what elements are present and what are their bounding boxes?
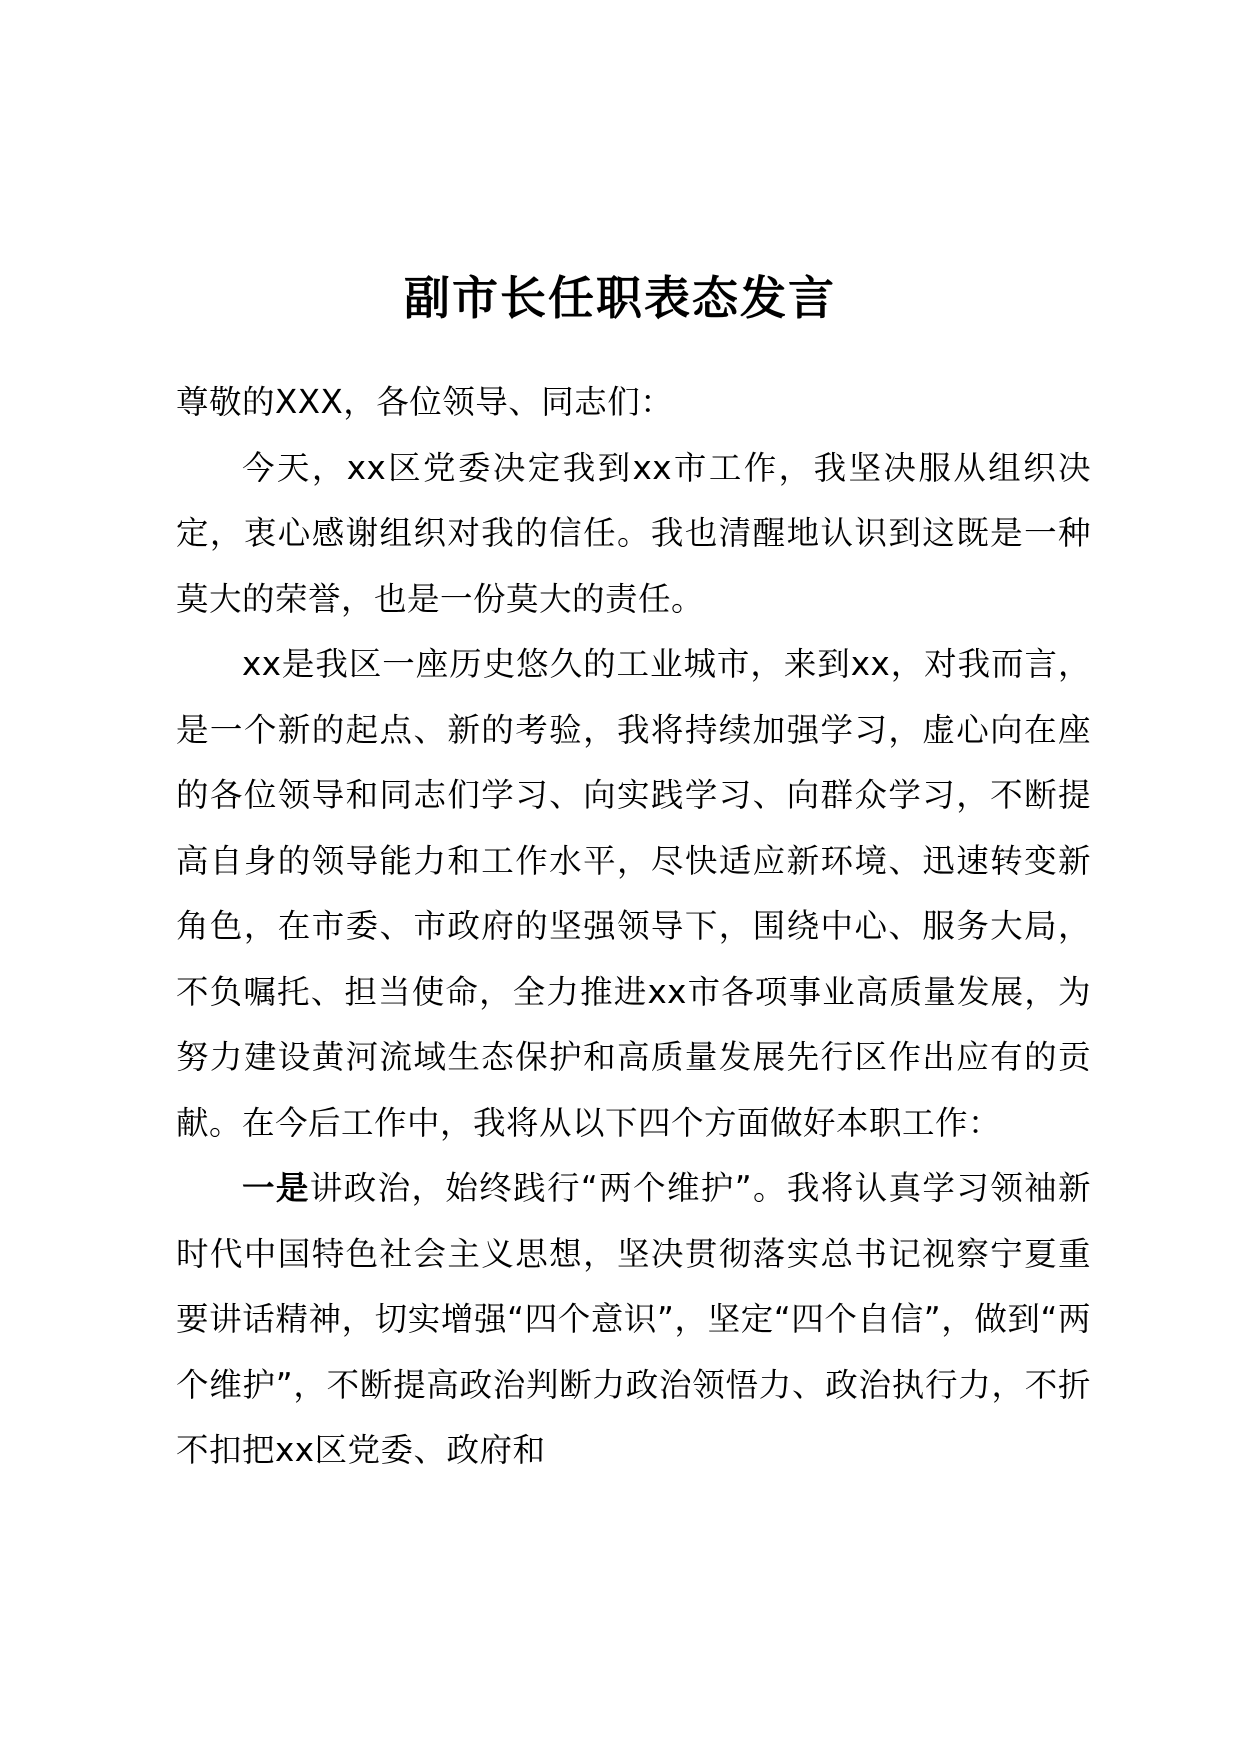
paragraph-2 [176, 632, 1091, 1156]
paragraph-3 [176, 1156, 1091, 1484]
salutation: 尊敬的XXX，各位领导、同志们： [176, 383, 674, 421]
paragraph-1-text: 今天，xx区党委决定我到xx市工作，我坚决服从组织决定，衷心感谢组织对我的信任。我也清醒地认识到这既是一种莫大的荣誉，也是一份莫大的责任。 [176, 448, 1091, 618]
paragraph-3-lead: 一是 [242, 1169, 310, 1207]
document-title: 副市长任职表态发言 [404, 271, 836, 325]
paragraph-3-text: 讲政治，始终践行“两个维护”。我将认真学习领袖新时代中国特色社会主义思想，坚决贯彻落实总书记视察宁夏重要讲话精神，切实增强“四个意识”，坚定“四个自信”，做到“两个维护”，不断提高政治判断力政治领悟力、政治执行力，不折不扣把xx区党委、政府和 [176, 1169, 1091, 1469]
document-body [176, 370, 1091, 1484]
paragraph-1 [176, 436, 1091, 633]
paragraph-2-text: xx是我区一座历史悠久的工业城市，来到xx，对我而言，是一个新的起点、新的考验，我将持续加强学习，虚心向在座的各位领导和同志们学习、向实践学习、向群众学习，不断提高自身的领导能力和工作水平，尽快适应新环境、迅速转变新角色，在市委、市政府的坚强领导下，围绕中心、服务大局，不负嘱托、担当使命，全力推进xx市各项事业高质量发展，为努力建设黄河流域生态保护和高质量发展先行区作出应有的贡献。在今后工作中，我将从以下四个方面做好本职工作： [176, 645, 1091, 1142]
